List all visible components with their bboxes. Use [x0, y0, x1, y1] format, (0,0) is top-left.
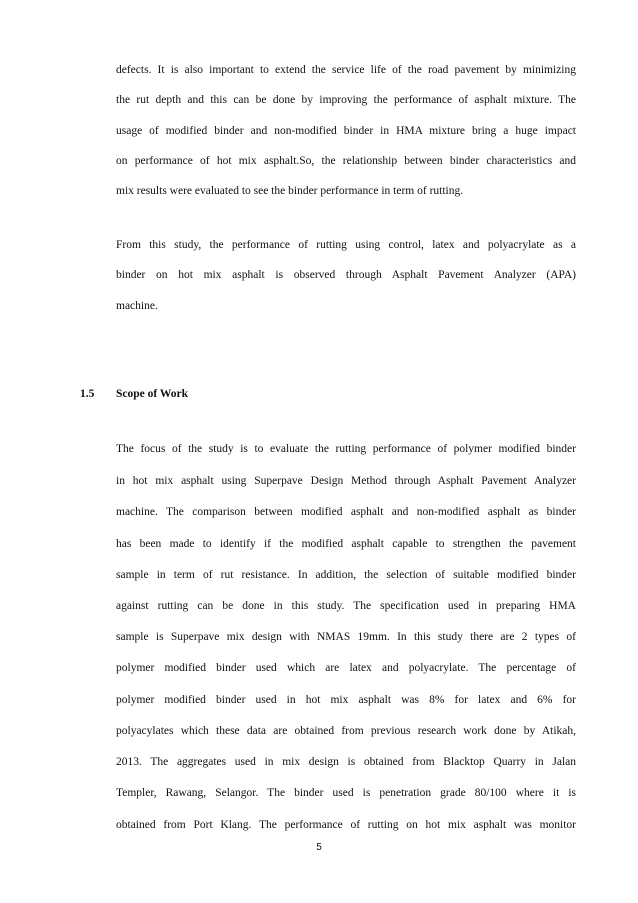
text-line: sample in term of rut resistance. In addition, the selection of suitable modified binder: [116, 569, 576, 581]
text-line: machine. The comparison between modified asphalt and non-modified asphalt as binder: [116, 506, 576, 518]
text-line: the rut depth and this can be done by improving the performance of asphalt mixture. The: [116, 94, 576, 106]
text-line: polyacylates which these data are obtained from previous research work done by Atikah,: [116, 725, 576, 737]
text-line: obtained from Port Klang. The performance of rutting on hot mix asphalt was monitor: [116, 819, 576, 831]
text-line: sample is Superpave mix design with NMAS 19mm. In this study there are 2 types of: [116, 631, 576, 643]
text-line: against rutting can be done in this study. The specification used in preparing HMA: [116, 600, 576, 612]
text-line: The focus of the study is to evaluate the rutting performance of polymer modified binder: [116, 443, 576, 455]
text-line: mix results were evaluated to see the binder performance in term of rutting.: [116, 185, 464, 197]
text-line: Templer, Rawang, Selangor. The binder used is penetration grade 80/100 where it is: [116, 787, 576, 799]
text-line: defects. It is also important to extend the service life of the road pavement by minimizing: [116, 64, 576, 76]
text-line: From this study, the performance of rutting using control, latex and polyacrylate as a: [116, 239, 576, 251]
section-number: 1.5: [80, 388, 95, 400]
text-line: in hot mix asphalt using Superpave Design Method through Asphalt Pavement Analyzer: [116, 475, 576, 487]
text-line: machine.: [116, 300, 158, 312]
text-line: polymer modified binder used in hot mix asphalt was 8% for latex and 6% for: [116, 694, 576, 706]
text-line: binder on hot mix asphalt is observed through Asphalt Pavement Analyzer (APA): [116, 269, 576, 281]
text-line: usage of modified binder and non-modified binder in HMA mixture bring a huge impact: [116, 125, 576, 137]
text-line: 2013. The aggregates used in mix design is obtained from Blacktop Quarry in Jalan: [116, 756, 576, 768]
page-number: 5: [316, 842, 322, 853]
text-line: polymer modified binder used which are latex and polyacrylate. The percentage of: [116, 662, 576, 674]
text-line: on performance of hot mix asphalt.So, the relationship between binder characteristics and: [116, 155, 576, 167]
text-line: has been made to identify if the modified asphalt capable to strengthen the pavement: [116, 538, 576, 550]
section-title: Scope of Work: [116, 388, 188, 400]
